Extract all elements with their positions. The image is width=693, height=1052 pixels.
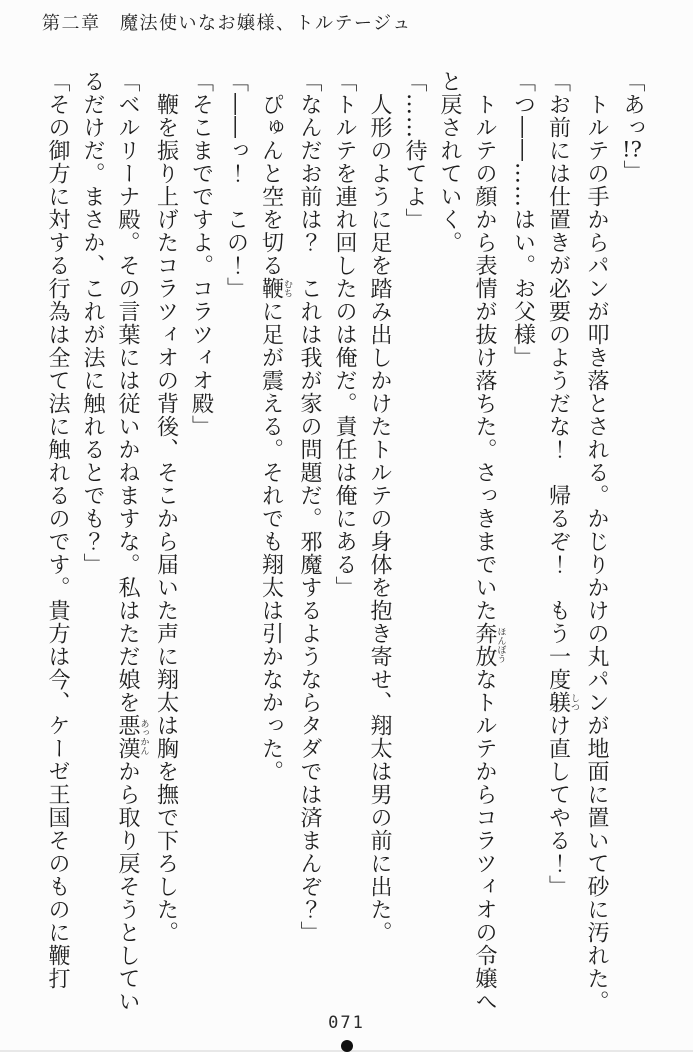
paragraph: 「なんだお前は？ これは我が家の問題だ。邪魔するようならタダでは済まんぞ？」	[297, 70, 322, 944]
paragraph: 「あっ!?」	[620, 70, 645, 183]
paragraph: トルテの顔から表情が抜け落ちた。さっきまでいた奔放ほんぼうなトルテからコラツィオの令嬢へと戻されていく。	[437, 70, 506, 1013]
paragraph: 鞭を振り上げたコラツィオの背後、そこから届いた声に翔太は胸を撫で下ろした。	[153, 70, 179, 944]
text-block	[45, 70, 650, 1015]
paragraph: 「――っ！ この！」	[223, 70, 249, 300]
paragraph: 「お前には仕置きが必要のようだな！ 帰るぞ！ もう一度躾しつけ直してやる！」	[545, 70, 579, 898]
footer-dot-icon	[341, 1040, 353, 1052]
paragraph: 「つ――……はい。お父様」	[510, 70, 536, 369]
paragraph: 「そこまでですよ。コラツィオ殿」	[188, 70, 214, 438]
paragraph: 「……待てよ」	[402, 70, 427, 231]
paragraph: トルテの手からパンが叩き落とされる。かじりかけの丸パンが地面に置いて砂に汚れた。	[584, 70, 609, 1013]
paragraph: 「ベルリーナ殿。その言葉には従いかねますな。私はただ娘を悪漢あっかんから取り戻そうとしているだけだ。まさか、これが法に触れるとでも？」	[80, 70, 149, 1013]
chapter-header: 第二章 魔法使いなお嬢様、トルテージュ	[42, 13, 412, 34]
paragraph: 人形のように足を踏み出しかけたトルテの身体を抱き寄せ、翔太は男の前に出た。	[367, 70, 392, 944]
paragraph: ぴゅんと空を切る鞭むちに足が震える。それでも翔太は引かなかった。	[258, 70, 292, 783]
paragraph: 「トルテを連れ回したのは俺だ。責任は俺にある」	[332, 70, 357, 599]
paragraph: 「その御方に対する行為は全て法に触れるのです。貴方は今、ケーゼ王国そのものに鞭打	[45, 70, 70, 990]
page-number: 071	[328, 1013, 365, 1033]
